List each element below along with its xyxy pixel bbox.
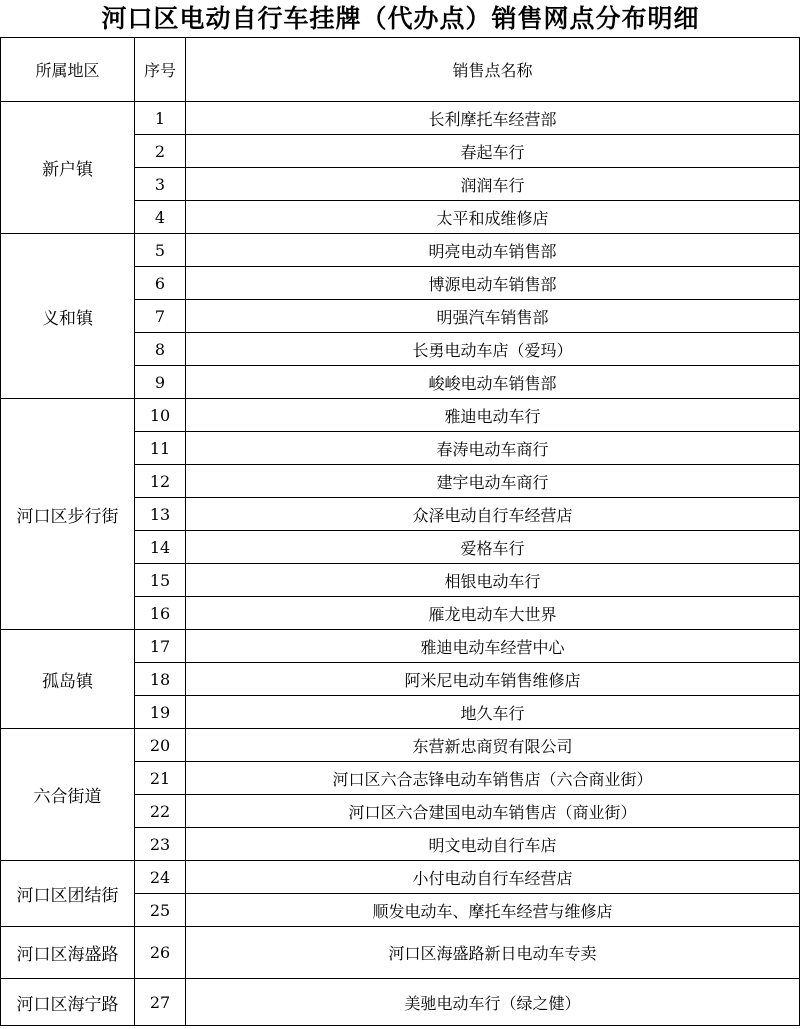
table-row [1, 729, 800, 762]
serial-number-cell: 16 [135, 597, 186, 630]
column-header-number: 序号 [135, 38, 186, 102]
table-header-row [1, 38, 800, 102]
dealer-name-cell: 众泽电动自行车经营店 [186, 498, 800, 531]
dealer-name-cell: 长利摩托车经营部 [186, 102, 800, 135]
dealer-name-cell: 小付电动自行车经营店 [186, 861, 800, 894]
serial-number-cell: 11 [135, 432, 186, 465]
table-row [1, 979, 800, 1026]
region-cell: 六合街道 [1, 729, 135, 861]
dealer-name-cell: 东营新忠商贸有限公司 [186, 729, 800, 762]
serial-number-cell: 7 [135, 300, 186, 333]
dealer-name-cell: 阿米尼电动车销售维修店 [186, 663, 800, 696]
dealer-name-cell: 爱格车行 [186, 531, 800, 564]
region-cell: 河口区海宁路 [1, 979, 135, 1026]
column-header-region: 所属地区 [1, 38, 135, 102]
serial-number-cell: 9 [135, 366, 186, 399]
dealer-name-cell: 明强汽车销售部 [186, 300, 800, 333]
dealer-name-cell: 春起车行 [186, 135, 800, 168]
dealer-name-cell: 河口区海盛路新日电动车专卖 [186, 927, 800, 979]
dealer-name-cell: 顺发电动车、摩托车经营与维修店 [186, 894, 800, 927]
dealer-name-cell: 美驰电动车行（绿之健） [186, 979, 800, 1026]
dealer-name-cell: 润润车行 [186, 168, 800, 201]
dealer-name-cell: 雁龙电动车大世界 [186, 597, 800, 630]
dealer-name-cell: 明亮电动车销售部 [186, 234, 800, 267]
serial-number-cell: 5 [135, 234, 186, 267]
serial-number-cell: 1 [135, 102, 186, 135]
dealer-name-cell: 长勇电动车店（爱玛） [186, 333, 800, 366]
serial-number-cell: 8 [135, 333, 186, 366]
serial-number-cell: 27 [135, 979, 186, 1026]
serial-number-cell: 21 [135, 762, 186, 795]
region-cell: 孤岛镇 [1, 630, 135, 729]
dealer-name-cell: 太平和成维修店 [186, 201, 800, 234]
dealer-name-cell: 峻峻电动车销售部 [186, 366, 800, 399]
serial-number-cell: 19 [135, 696, 186, 729]
region-cell: 河口区海盛路 [1, 927, 135, 979]
table-row [1, 234, 800, 267]
serial-number-cell: 12 [135, 465, 186, 498]
dealer-name-cell: 春涛电动车商行 [186, 432, 800, 465]
dealer-name-cell: 河口区六合志锋电动车销售店（六合商业街） [186, 762, 800, 795]
column-header-name: 销售点名称 [186, 38, 800, 102]
dealer-name-cell: 建宇电动车商行 [186, 465, 800, 498]
region-cell: 义和镇 [1, 234, 135, 399]
serial-number-cell: 22 [135, 795, 186, 828]
serial-number-cell: 14 [135, 531, 186, 564]
region-cell: 河口区团结街 [1, 861, 135, 927]
serial-number-cell: 20 [135, 729, 186, 762]
table-row [1, 861, 800, 894]
dealer-name-cell: 相银电动车行 [186, 564, 800, 597]
serial-number-cell: 18 [135, 663, 186, 696]
serial-number-cell: 17 [135, 630, 186, 663]
dealer-name-cell: 博源电动车销售部 [186, 267, 800, 300]
table-row [1, 102, 800, 135]
region-cell: 河口区步行街 [1, 399, 135, 630]
table-row [1, 630, 800, 663]
serial-number-cell: 24 [135, 861, 186, 894]
serial-number-cell: 10 [135, 399, 186, 432]
dealer-name-cell: 雅迪电动车行 [186, 399, 800, 432]
serial-number-cell: 23 [135, 828, 186, 861]
serial-number-cell: 3 [135, 168, 186, 201]
table-row [1, 927, 800, 979]
serial-number-cell: 4 [135, 201, 186, 234]
serial-number-cell: 15 [135, 564, 186, 597]
page-title: 河口区电动自行车挂牌（代办点）销售网点分布明细 [101, 4, 700, 33]
dealer-name-cell: 雅迪电动车经营中心 [186, 630, 800, 663]
dealer-name-cell: 河口区六合建国电动车销售店（商业街） [186, 795, 800, 828]
serial-number-cell: 6 [135, 267, 186, 300]
table-body [1, 102, 800, 1026]
dealer-name-cell: 地久车行 [186, 696, 800, 729]
dealer-table [0, 37, 800, 1026]
serial-number-cell: 13 [135, 498, 186, 531]
serial-number-cell: 26 [135, 927, 186, 979]
dealer-name-cell: 明文电动自行车店 [186, 828, 800, 861]
region-cell: 新户镇 [1, 102, 135, 234]
serial-number-cell: 2 [135, 135, 186, 168]
serial-number-cell: 25 [135, 894, 186, 927]
table-row [1, 399, 800, 432]
